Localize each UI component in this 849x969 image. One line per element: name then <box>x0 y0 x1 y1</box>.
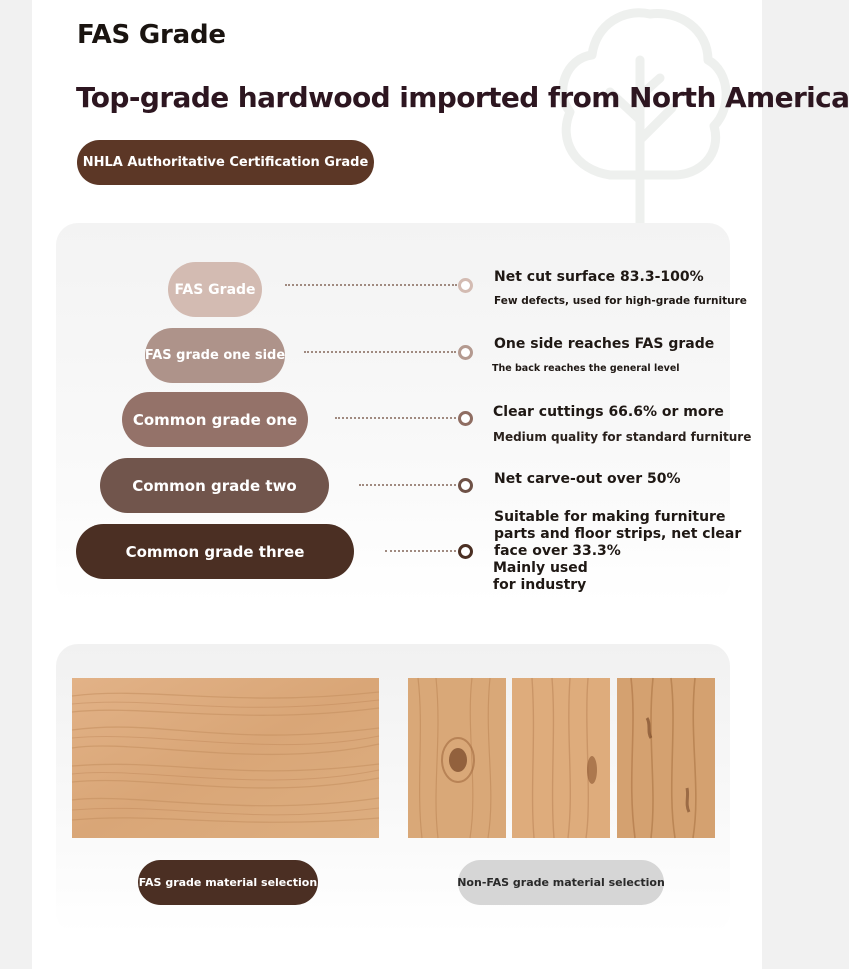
grade-marker <box>458 478 473 493</box>
grade-leader-line <box>304 351 456 353</box>
grade-note: Medium quality for standard furniture <box>493 430 752 444</box>
grade-description: Mainly used for industry <box>493 560 588 593</box>
non-fas-wood-image-3 <box>617 678 715 838</box>
grade-marker <box>458 544 473 559</box>
grade-note: Suitable for making furniture parts and floor strips, net clear face over 33.3% <box>494 509 742 559</box>
page-title: FAS Grade <box>77 20 226 50</box>
page-subtitle: Top-grade hardwood imported from North America <box>76 81 849 114</box>
grade-marker <box>458 411 473 426</box>
grade-marker <box>458 345 473 360</box>
non-fas-material-label: Non-FAS grade material selection <box>458 860 664 905</box>
grade-pill-fas: FAS Grade <box>168 262 262 317</box>
non-fas-wood-image-2 <box>512 678 610 838</box>
grade-description: Net cut surface 83.3-100% <box>494 269 704 285</box>
page <box>32 0 849 969</box>
grade-description: One side reaches FAS grade <box>494 336 715 352</box>
grade-leader-line <box>385 550 456 552</box>
grade-pill-common-two: Common grade two <box>100 458 329 513</box>
grade-description: Net carve-out over 50% <box>494 471 681 487</box>
non-fas-wood-image-1 <box>408 678 506 838</box>
grade-note: The back reaches the general level <box>492 363 680 374</box>
fas-wood-image <box>72 678 379 838</box>
fas-material-label: FAS grade material selection <box>138 860 318 905</box>
grade-pill-common-one: Common grade one <box>122 392 308 447</box>
grade-description: Clear cuttings 66.6% or more <box>493 404 724 420</box>
grade-pill-fas-one-side: FAS grade one side <box>145 328 285 383</box>
grade-leader-line <box>359 484 456 486</box>
grade-marker <box>458 278 473 293</box>
grade-leader-line <box>285 284 457 286</box>
tree-icon <box>540 0 740 230</box>
grade-note: Few defects, used for high-grade furniture <box>494 295 747 307</box>
certification-badge: NHLA Authoritative Certification Grade <box>77 140 374 185</box>
grade-pill-common-three: Common grade three <box>76 524 354 579</box>
grade-leader-line <box>335 417 456 419</box>
